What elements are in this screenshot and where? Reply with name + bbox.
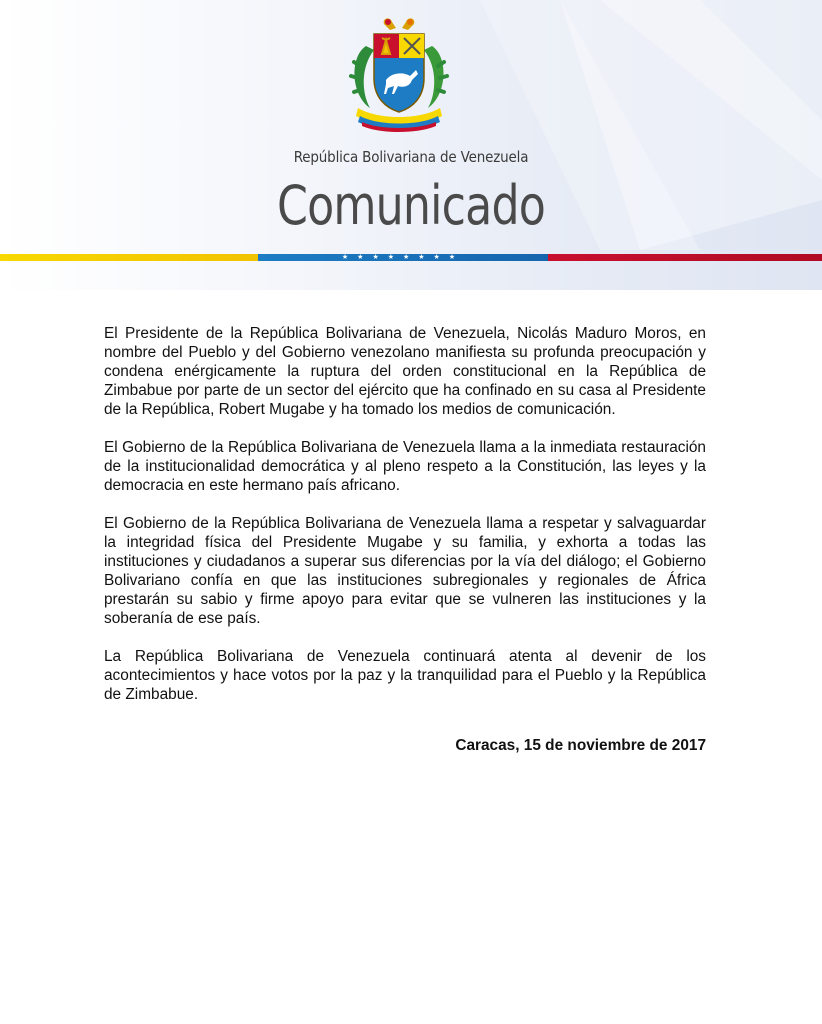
- flag-stars-icon: ★★★★★★★★: [341, 254, 465, 261]
- paragraph: La República Bolivariana de Venezuela continuará atenta al devenir de los acontecimientos y hace votos por la paz y la tranquilidad para el Pueblo y la República de Zimbabue.: [104, 648, 706, 703]
- venezuela-coat-of-arms-icon: [344, 16, 454, 134]
- flag-stripe-red: [548, 254, 822, 261]
- flag-stripe-yellow: [0, 254, 258, 261]
- communique-body: [104, 324, 706, 723]
- flag-stripe-blue: [258, 254, 548, 261]
- date-signature: Caracas, 15 de noviembre de 2017: [455, 737, 706, 754]
- country-name: República Bolivariana de Venezuela: [293, 148, 529, 166]
- paragraph: El Presidente de la República Bolivariana de Venezuela, Nicolás Maduro Moros, en nombre del Pueblo y del Gobierno venezolano manifiesta su profunda preocupación y condena enérgicamente la ruptura del orden constitucional en la República de Zimbabue por parte de un sector del ejército que ha confinado en su casa al Presidente de la República, Robert Mugabe y ha tomado los medios de comunicación.: [104, 325, 706, 418]
- paragraph: El Gobierno de la República Bolivariana de Venezuela llama a la inmediata restauración de la institucionalidad democrática y al pleno respeto a la Constitución, las leyes y la democracia en este hermano país africano.: [104, 439, 706, 494]
- flag-stripe: [0, 254, 822, 261]
- letterhead: [0, 0, 822, 290]
- paragraph: El Gobierno de la República Bolivariana de Venezuela llama a respetar y salvaguardar la integridad física del Presidente Mugabe y su familia, y exhorta a todas las instituciones y ciudadanos a superar sus diferencias por la vía del diálogo; el Gobierno Bolivariano confía en que las instituciones subregionales y regionales de África prestarán su sabio y firme apoyo para evitar que se vulneren las instituciones y la soberanía de ese país.: [104, 515, 706, 627]
- page-title: Comunicado: [276, 174, 546, 237]
